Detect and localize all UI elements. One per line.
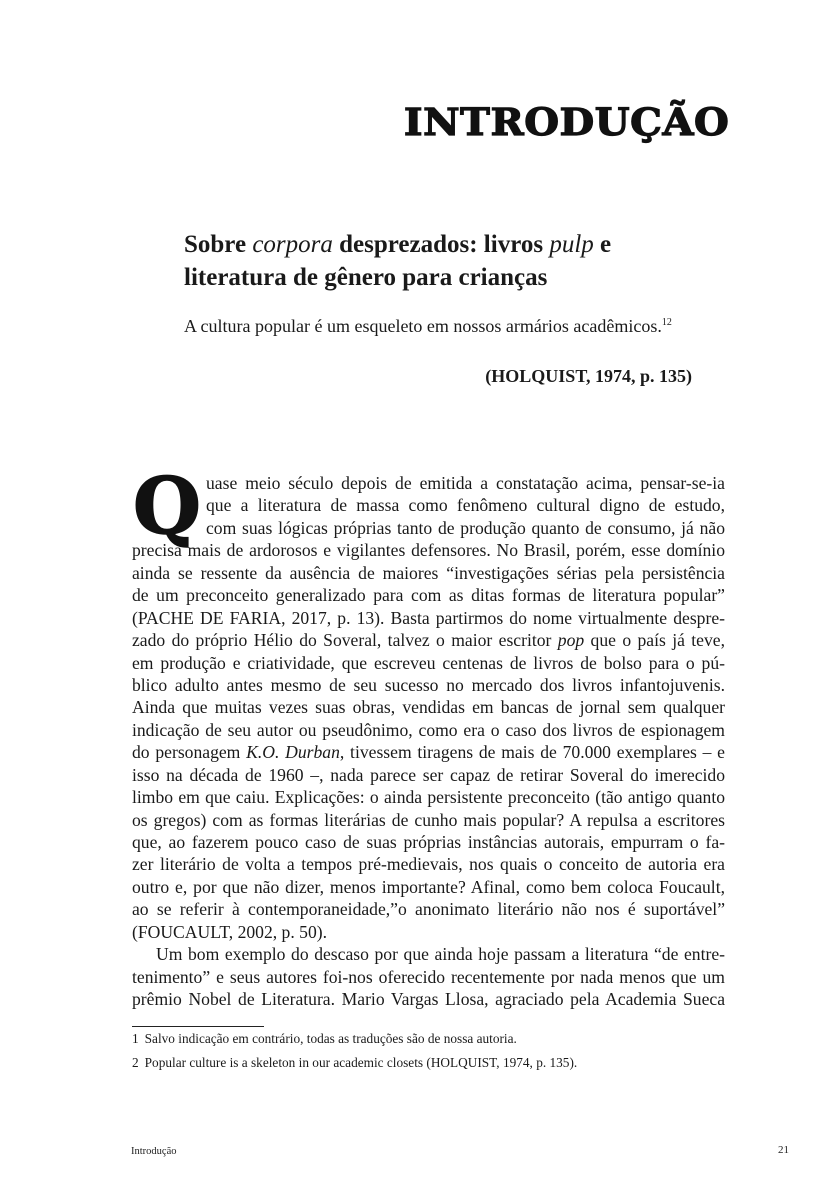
text-line: com suas lógicas próprias tanto de produção quanto de consumo, já não xyxy=(206,517,725,538)
text-line: precisa mais de ardorosos e vigilantes defensores. No Brasil, porém, esse domínio xyxy=(132,540,725,561)
footnote-reference[interactable]: 12 xyxy=(661,317,672,328)
footnote-text: Salvo indicação em contrário, todas as traduções são de nossa autoria. xyxy=(144,1031,517,1046)
footnote-text: Popular culture is a skeleton in our academic closets (HOLQUIST, 1974, p. 135). xyxy=(144,1055,578,1070)
text-line: ainda se ressente da ausência de maiores “investigações sérias pela persistência xyxy=(132,562,725,583)
text-line: isso na década de 1960 –, nada parece ser capaz de retirar Soveral do imerecido xyxy=(132,764,725,785)
text-line: tenimento” e seus autores foi-nos oferecido recentemente por nada menos que um xyxy=(132,966,725,987)
text-line: (FOUCAULT, 2002, p. 50). xyxy=(132,921,327,942)
text-line: Ainda que muitas vezes suas obras, vendidas em bancas de jornal sem qualquer xyxy=(132,697,725,718)
section-title-line-2: literatura de gênero para crianças xyxy=(184,264,548,291)
text-line: uase meio século depois de emitida a constatação acima, pensar-se-ia xyxy=(206,473,725,493)
text-line: ao se referir à contemporaneidade,”o anonimato literário não nos é suportável” xyxy=(132,899,725,920)
text-line: limbo em que caiu. Explicações: o ainda persistente preconceito (tão antigo quanto xyxy=(132,787,725,808)
footnote-number: 1 xyxy=(132,1031,139,1046)
body-text xyxy=(132,461,725,1011)
text-line: Um bom exemplo do descaso por que ainda hoje passam a literatura “de entre- xyxy=(156,944,725,965)
section-title-text: e xyxy=(593,231,612,258)
epigraph-citation: (HOLQUIST, 1974, p. 135) xyxy=(485,366,692,386)
text-line: indicação de seu autor ou pseudônimo, como era o caso dos livros de espionagem xyxy=(132,719,725,740)
text-segment: que o país já teve, xyxy=(584,630,725,651)
section-title-italic: corpora xyxy=(252,231,333,258)
text-line xyxy=(132,741,725,763)
text-segment: do personagem xyxy=(132,742,247,763)
text-line xyxy=(132,629,725,651)
footnote xyxy=(132,1031,517,1047)
text-line: blico adulto antes mesmo de seu sucesso no mercado dos livros infantojuvenis. xyxy=(132,674,725,695)
section-title-text: desprezados: livros xyxy=(332,231,550,258)
text-line: que a literatura de massa como fenômeno cultural digno de estudo, xyxy=(206,495,725,516)
text-line: de um preconceito generalizado para com as ditas formas de literatura popular” xyxy=(132,585,725,606)
italic-term: K.O. Durban xyxy=(246,742,340,763)
text-line: prêmio Nobel de Literatura. Mario Vargas Llosa, agraciado pela Academia Sueca xyxy=(132,989,725,1010)
footnote xyxy=(132,1055,577,1071)
text-segment: , tivessem tiragens de mais de 70.000 exemplares – e xyxy=(339,742,725,763)
epigraph-text: A cultura popular é um esqueleto em nossos armários acadêmicos. xyxy=(184,316,662,336)
text-line: os gregos) com as formas literárias de cunho mais popular? A repulsa a escritores xyxy=(132,809,725,830)
footnote-number: 2 xyxy=(132,1055,139,1070)
text-line: zer literário de volta a tempos pré-medievais, nos quais o conceito de autoria era xyxy=(132,854,725,875)
section-title xyxy=(184,228,704,294)
chapter-title: INTRODUÇÃO xyxy=(403,100,729,144)
footnote-separator xyxy=(132,1026,264,1027)
epigraph xyxy=(184,316,672,337)
text-line: outro e, por que não dizer, menos importante? Afinal, como bem coloca Foucault, xyxy=(132,876,725,897)
section-title-text: Sobre xyxy=(184,231,253,258)
italic-term: pop xyxy=(557,630,585,651)
text-segment: zado do próprio Hélio do Soveral, talvez o maior escritor xyxy=(132,630,558,651)
text-line: (PACHE DE FARIA, 2017, p. 13). Basta partirmos do nome virtualmente despre- xyxy=(132,607,725,628)
page-number: 21 xyxy=(778,1144,789,1156)
section-title-italic: pulp xyxy=(549,231,594,258)
text-line: em produção e criatividade, que escreveu centenas de livros de bolso para o pú- xyxy=(132,652,725,673)
text-line: que, ao fazerem pouco caso de suas próprias instâncias autorais, empurram o fa- xyxy=(132,832,725,852)
drop-cap: Q xyxy=(133,461,201,552)
running-head: Introdução xyxy=(131,1146,177,1157)
